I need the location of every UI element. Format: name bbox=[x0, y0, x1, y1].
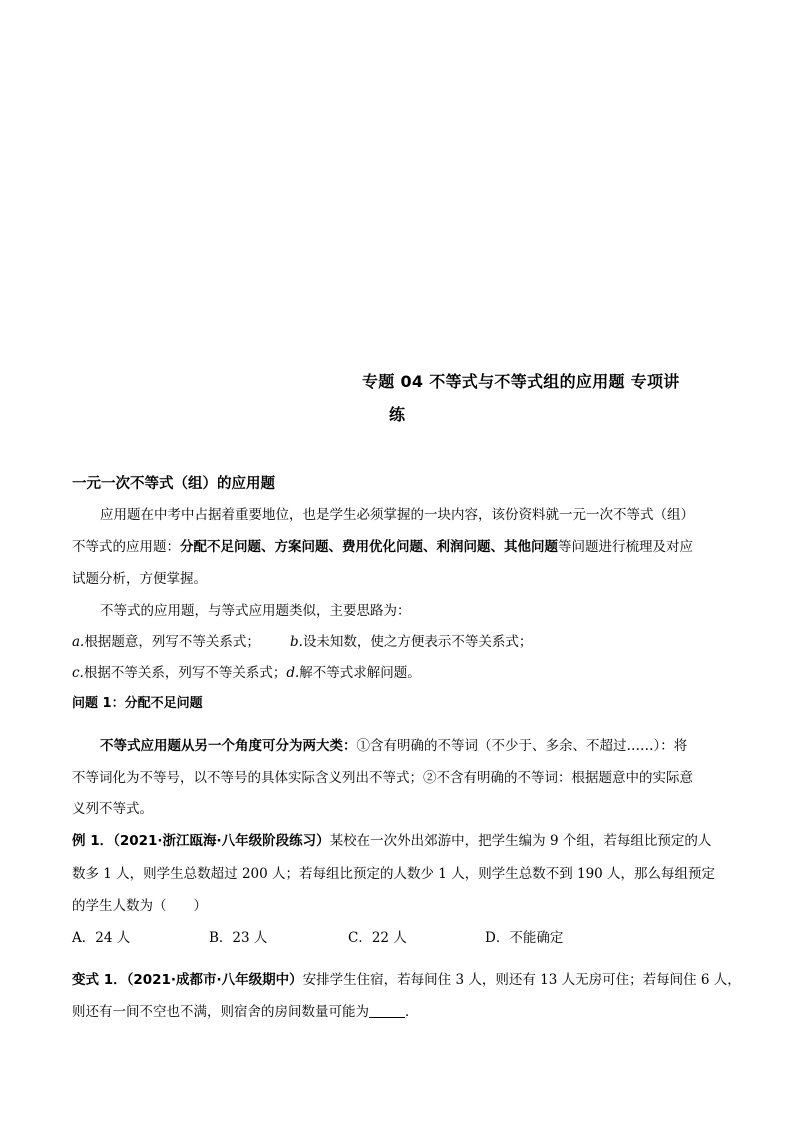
variant1-text: 安排学生住宿，若每间住 3 人，则还有 13 人无房可住；若每间住 6 人， bbox=[302, 972, 741, 988]
step-b-text: 设未知数，使之方便表示不等关系式； bbox=[302, 634, 533, 650]
intro-problem-types: 分配不足问题、方案问题、费用优化问题、利润问题、其他问题 bbox=[180, 539, 558, 555]
variant1-end: ． bbox=[405, 1004, 419, 1020]
step-c-marker: c. bbox=[72, 665, 84, 681]
step-c-text: 根据不等关系，列写不等关系式； bbox=[83, 665, 287, 681]
example1-option-c: C．22 人 bbox=[348, 930, 407, 946]
example1-option-a: A．24 人 bbox=[72, 930, 131, 946]
intro-line3: 试题分析，方便掌握。 bbox=[72, 571, 207, 587]
problem1-desc-line1 bbox=[100, 736, 687, 756]
page-title-line1: 专题 04 不等式与不等式组的应用题 专项讲 bbox=[362, 372, 680, 391]
approach-step-b bbox=[290, 632, 532, 652]
problem1-desc-bold: 不等式应用题从另一个角度可分为两大类： bbox=[100, 738, 357, 754]
step-a-marker: a. bbox=[72, 634, 85, 650]
intro-line2 bbox=[72, 537, 693, 557]
approach-lead: 不等式的应用题，与等式应用题类似，主要思路为： bbox=[100, 603, 411, 619]
example1-line1 bbox=[72, 831, 711, 851]
page-title-line2: 练 bbox=[389, 405, 406, 424]
example1-label: 例 1． bbox=[72, 833, 114, 849]
problem1-desc-line3: 义列不等式。 bbox=[72, 801, 153, 817]
step-d-marker: d. bbox=[286, 665, 300, 681]
approach-steps-cd bbox=[72, 663, 421, 683]
step-b-marker: b. bbox=[290, 634, 303, 650]
step-d-text: 解不等式求解问题。 bbox=[299, 665, 421, 681]
intro-line2-post: 等问题进行梳理及对应 bbox=[558, 539, 693, 555]
example1-line2: 数多 1 人，则学生总数超过 200 人；若每组比预定的人数少 1 人，则学生总数不到 190 人，那么每组预定 bbox=[72, 866, 716, 882]
variant1-label: 变式 1． bbox=[72, 972, 127, 988]
answer-blank bbox=[369, 1003, 405, 1018]
example1-option-b: B．23 人 bbox=[209, 930, 268, 946]
problem1-desc-line2: 不等词化为不等号，以不等号的具体实际含义列出不等式；②不含有明确的不等词：根据题意中的实际意 bbox=[72, 770, 693, 786]
example1-text: 某校在一次外出郊游中，把学生编为 9 个组，若每组比预定的人 bbox=[329, 833, 712, 849]
intro-line1: 应用题在中考中占据着重要地位，也是学生必须掌握的一块内容，该份资料就一元一次不等式（组） bbox=[100, 507, 694, 523]
approach-step-a bbox=[72, 632, 260, 652]
variant1-line1 bbox=[72, 970, 741, 990]
section-heading: 一元一次不等式（组）的应用题 bbox=[72, 476, 275, 492]
example1-option-d: D．不能确定 bbox=[485, 930, 564, 946]
step-a-text: 根据题意，列写不等关系式； bbox=[84, 634, 260, 650]
problem1-desc-text: ①含有明确的不等词（不少于、多余、不超过……）：将 bbox=[356, 738, 688, 754]
example1-line3: 的学生人数为（ ） bbox=[72, 898, 207, 914]
variant1-text2: 则还有一间不空也不满，则宿舍的房间数量可能为 bbox=[72, 1004, 369, 1020]
intro-line2-pre: 不等式的应用题： bbox=[72, 539, 180, 555]
variant1-line2 bbox=[72, 1002, 419, 1022]
problem1-heading: 问题 1：分配不足问题 bbox=[72, 696, 203, 711]
example1-source: （2021·浙江瓯海·八年级阶段练习） bbox=[113, 833, 330, 849]
variant1-source: （2021·成都市·八年级期中） bbox=[126, 972, 303, 988]
